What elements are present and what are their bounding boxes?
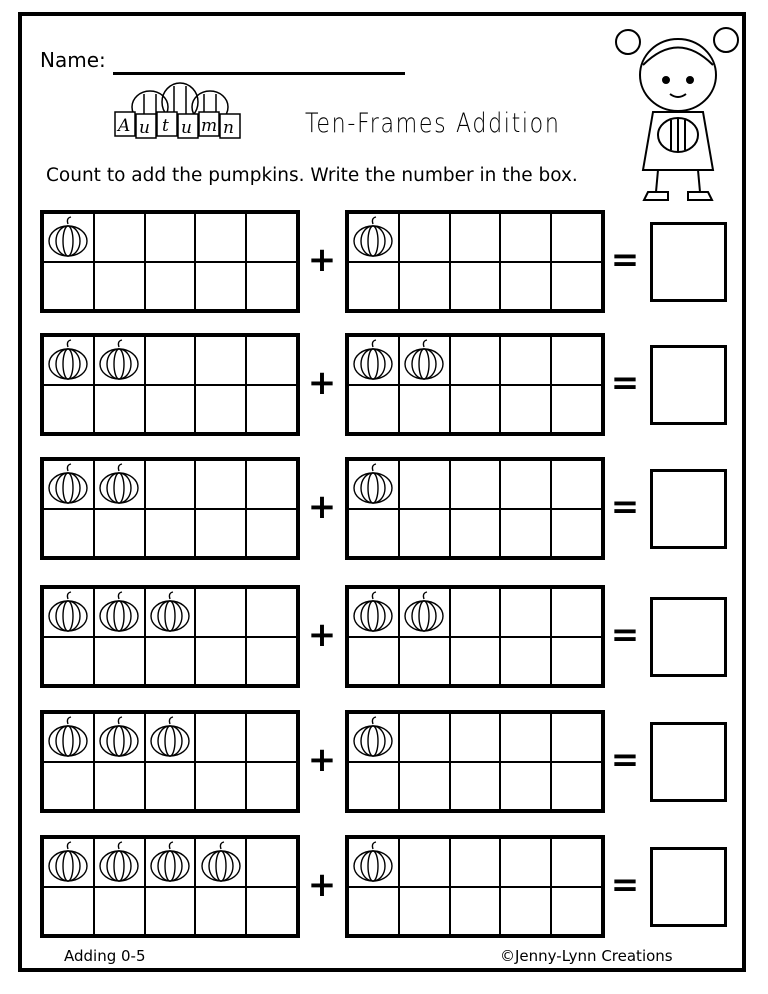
- ten-frame-cell: [399, 588, 450, 637]
- pumpkin-icon: [402, 591, 446, 633]
- pumpkin-icon: [97, 591, 141, 633]
- left-ten-frame: [40, 835, 300, 938]
- pumpkin-icon: [46, 591, 90, 633]
- ten-frame-cell: [348, 385, 399, 434]
- ten-frame-cell: [195, 588, 246, 637]
- ten-frame-cell: [551, 509, 602, 558]
- ten-frame-cell: [450, 509, 501, 558]
- left-ten-frame: [40, 457, 300, 560]
- ten-frame-cell: [348, 262, 399, 311]
- instructions: Count to add the pumpkins. Write the number in the box.: [46, 165, 578, 186]
- ten-frame-cell: [246, 213, 297, 262]
- ten-frame-cell: [195, 762, 246, 811]
- ten-frame-cell: [246, 713, 297, 762]
- svg-text:t: t: [162, 116, 169, 136]
- ten-frame-cell: [195, 213, 246, 262]
- footer-level: Adding 0-5: [64, 947, 146, 965]
- ten-frame-cell: [195, 509, 246, 558]
- equals-sign: =: [610, 363, 640, 403]
- ten-frame-cell: [94, 762, 145, 811]
- ten-frame-cell: [450, 336, 501, 385]
- ten-frame-cell: [450, 385, 501, 434]
- ten-frame-cell: [145, 262, 196, 311]
- ten-frame-cell: [348, 887, 399, 936]
- ten-frame-cell: [246, 637, 297, 686]
- ten-frame-cell: [43, 336, 94, 385]
- ten-frame-cell: [145, 637, 196, 686]
- ten-frame-cell: [145, 460, 196, 509]
- ten-frame-cell: [43, 262, 94, 311]
- equals-sign: =: [610, 615, 640, 655]
- pumpkin-icon: [148, 841, 192, 883]
- plus-sign: +: [307, 615, 337, 655]
- ten-frame-cell: [551, 838, 602, 887]
- ten-frame-cell: [195, 838, 246, 887]
- ten-frame-cell: [94, 385, 145, 434]
- ten-frame-cell: [450, 887, 501, 936]
- ten-frame-cell: [348, 460, 399, 509]
- left-ten-frame: [40, 333, 300, 436]
- right-ten-frame: [345, 585, 605, 688]
- ten-frame-cell: [94, 887, 145, 936]
- ten-frame-cell: [450, 713, 501, 762]
- pumpkin-icon: [148, 716, 192, 758]
- ten-frame-cell: [500, 713, 551, 762]
- ten-frame-cell: [399, 838, 450, 887]
- name-label: Name:: [40, 48, 106, 72]
- ten-frame-cell: [246, 509, 297, 558]
- pumpkin-icon: [148, 591, 192, 633]
- ten-frame-cell: [399, 336, 450, 385]
- pumpkin-icon: [402, 339, 446, 381]
- answer-box[interactable]: [650, 469, 727, 549]
- pumpkin-icon: [351, 841, 395, 883]
- plus-sign: +: [307, 363, 337, 403]
- ten-frame-cell: [551, 637, 602, 686]
- pumpkin-icon: [351, 463, 395, 505]
- pumpkin-icon: [351, 339, 395, 381]
- ten-frame-cell: [551, 460, 602, 509]
- ten-frame-cell: [94, 838, 145, 887]
- ten-frame-cell: [195, 460, 246, 509]
- footer-copyright: ©Jenny-Lynn Creations: [500, 947, 673, 965]
- right-ten-frame: [345, 710, 605, 813]
- right-ten-frame: [345, 457, 605, 560]
- pumpkin-icon: [97, 339, 141, 381]
- ten-frame-cell: [399, 637, 450, 686]
- pumpkin-icon: [46, 841, 90, 883]
- ten-frame-cell: [551, 762, 602, 811]
- ten-frame-cell: [246, 336, 297, 385]
- ten-frame-cell: [195, 887, 246, 936]
- svg-text:A: A: [118, 116, 131, 136]
- ten-frame-cell: [246, 385, 297, 434]
- ten-frame-cell: [145, 887, 196, 936]
- ten-frame-cell: [145, 509, 196, 558]
- ten-frame-cell: [450, 460, 501, 509]
- right-ten-frame: [345, 835, 605, 938]
- left-ten-frame: [40, 585, 300, 688]
- svg-text:u: u: [181, 118, 192, 138]
- right-ten-frame: [345, 333, 605, 436]
- equals-sign: =: [610, 865, 640, 905]
- pumpkin-icon: [199, 841, 243, 883]
- ten-frame-cell: [43, 460, 94, 509]
- left-ten-frame: [40, 210, 300, 313]
- ten-frame-cell: [94, 336, 145, 385]
- ten-frame-cell: [94, 460, 145, 509]
- ten-frame-cell: [94, 262, 145, 311]
- answer-box[interactable]: [650, 345, 727, 425]
- ten-frame-cell: [43, 588, 94, 637]
- ten-frame-cell: [500, 588, 551, 637]
- left-ten-frame: [40, 710, 300, 813]
- ten-frame-cell: [195, 262, 246, 311]
- ten-frame-cell: [94, 213, 145, 262]
- ten-frame-cell: [500, 762, 551, 811]
- ten-frame-cell: [551, 385, 602, 434]
- pumpkin-icon: [351, 591, 395, 633]
- answer-box[interactable]: [650, 722, 727, 802]
- plus-sign: +: [307, 240, 337, 280]
- ten-frame-cell: [94, 713, 145, 762]
- ten-frame-cell: [195, 336, 246, 385]
- ten-frame-cell: [500, 213, 551, 262]
- ten-frame-cell: [246, 588, 297, 637]
- pumpkin-icon: [46, 216, 90, 258]
- pumpkin-icon: [97, 841, 141, 883]
- pumpkin-icon: [351, 716, 395, 758]
- ten-frame-cell: [500, 460, 551, 509]
- pumpkin-icon: [46, 463, 90, 505]
- ten-frame-cell: [246, 838, 297, 887]
- equals-sign: =: [610, 487, 640, 527]
- ten-frame-cell: [43, 887, 94, 936]
- ten-frame-cell: [399, 262, 450, 311]
- ten-frame-cell: [399, 460, 450, 509]
- ten-frame-cell: [450, 262, 501, 311]
- svg-text:n: n: [223, 118, 234, 138]
- ten-frame-cell: [399, 762, 450, 811]
- ten-frame-cell: [450, 637, 501, 686]
- ten-frame-cell: [145, 838, 196, 887]
- worksheet-title: Ten-Frames Addition: [305, 108, 561, 139]
- ten-frame-cell: [551, 262, 602, 311]
- ten-frame-cell: [43, 713, 94, 762]
- answer-box[interactable]: [650, 847, 727, 927]
- ten-frame-cell: [500, 262, 551, 311]
- name-input-line[interactable]: [113, 72, 405, 75]
- pumpkin-icon: [97, 463, 141, 505]
- ten-frame-cell: [551, 213, 602, 262]
- ten-frame-cell: [551, 713, 602, 762]
- ten-frame-cell: [500, 509, 551, 558]
- ten-frame-cell: [94, 637, 145, 686]
- ten-frame-cell: [246, 262, 297, 311]
- pumpkin-icon: [97, 716, 141, 758]
- right-ten-frame: [345, 210, 605, 313]
- ten-frame-cell: [94, 509, 145, 558]
- ten-frame-cell: [348, 213, 399, 262]
- ten-frame-cell: [500, 838, 551, 887]
- autumn-pumpkins-logo: [110, 82, 250, 147]
- ten-frame-cell: [43, 509, 94, 558]
- answer-box[interactable]: [650, 222, 727, 302]
- ten-frame-cell: [500, 887, 551, 936]
- ten-frame-cell: [500, 637, 551, 686]
- plus-sign: +: [307, 487, 337, 527]
- ten-frame-cell: [450, 838, 501, 887]
- ten-frame-cell: [145, 213, 196, 262]
- ten-frame-cell: [43, 385, 94, 434]
- ten-frame-cell: [145, 336, 196, 385]
- ten-frame-cell: [348, 336, 399, 385]
- ten-frame-cell: [145, 385, 196, 434]
- ten-frame-cell: [246, 460, 297, 509]
- ten-frame-cell: [195, 713, 246, 762]
- equals-sign: =: [610, 240, 640, 280]
- pumpkin-icon: [351, 216, 395, 258]
- ten-frame-cell: [450, 588, 501, 637]
- ten-frame-cell: [43, 637, 94, 686]
- pumpkin-icon: [46, 339, 90, 381]
- ten-frame-cell: [551, 588, 602, 637]
- ten-frame-cell: [145, 713, 196, 762]
- ten-frame-cell: [399, 509, 450, 558]
- plus-sign: +: [307, 865, 337, 905]
- ten-frame-cell: [246, 887, 297, 936]
- ten-frame-cell: [348, 713, 399, 762]
- ten-frame-cell: [500, 336, 551, 385]
- ten-frame-cell: [551, 887, 602, 936]
- ten-frame-cell: [43, 762, 94, 811]
- ten-frame-cell: [450, 762, 501, 811]
- girl-holding-pumpkin-illustration: [608, 20, 748, 205]
- ten-frame-cell: [348, 588, 399, 637]
- ten-frame-cell: [43, 213, 94, 262]
- ten-frame-cell: [145, 588, 196, 637]
- ten-frame-cell: [399, 385, 450, 434]
- ten-frame-cell: [43, 838, 94, 887]
- ten-frame-cell: [348, 637, 399, 686]
- ten-frame-cell: [450, 213, 501, 262]
- ten-frame-cell: [195, 385, 246, 434]
- ten-frame-cell: [94, 588, 145, 637]
- ten-frame-cell: [399, 887, 450, 936]
- pumpkin-icon: [46, 716, 90, 758]
- ten-frame-cell: [500, 385, 551, 434]
- ten-frame-cell: [399, 213, 450, 262]
- ten-frame-cell: [551, 336, 602, 385]
- svg-text:u: u: [139, 118, 150, 138]
- ten-frame-cell: [145, 762, 196, 811]
- plus-sign: +: [307, 740, 337, 780]
- svg-text:m: m: [201, 116, 218, 136]
- answer-box[interactable]: [650, 597, 727, 677]
- ten-frame-cell: [348, 509, 399, 558]
- equals-sign: =: [610, 740, 640, 780]
- ten-frame-cell: [195, 637, 246, 686]
- ten-frame-cell: [348, 762, 399, 811]
- ten-frame-cell: [348, 838, 399, 887]
- ten-frame-cell: [246, 762, 297, 811]
- ten-frame-cell: [399, 713, 450, 762]
